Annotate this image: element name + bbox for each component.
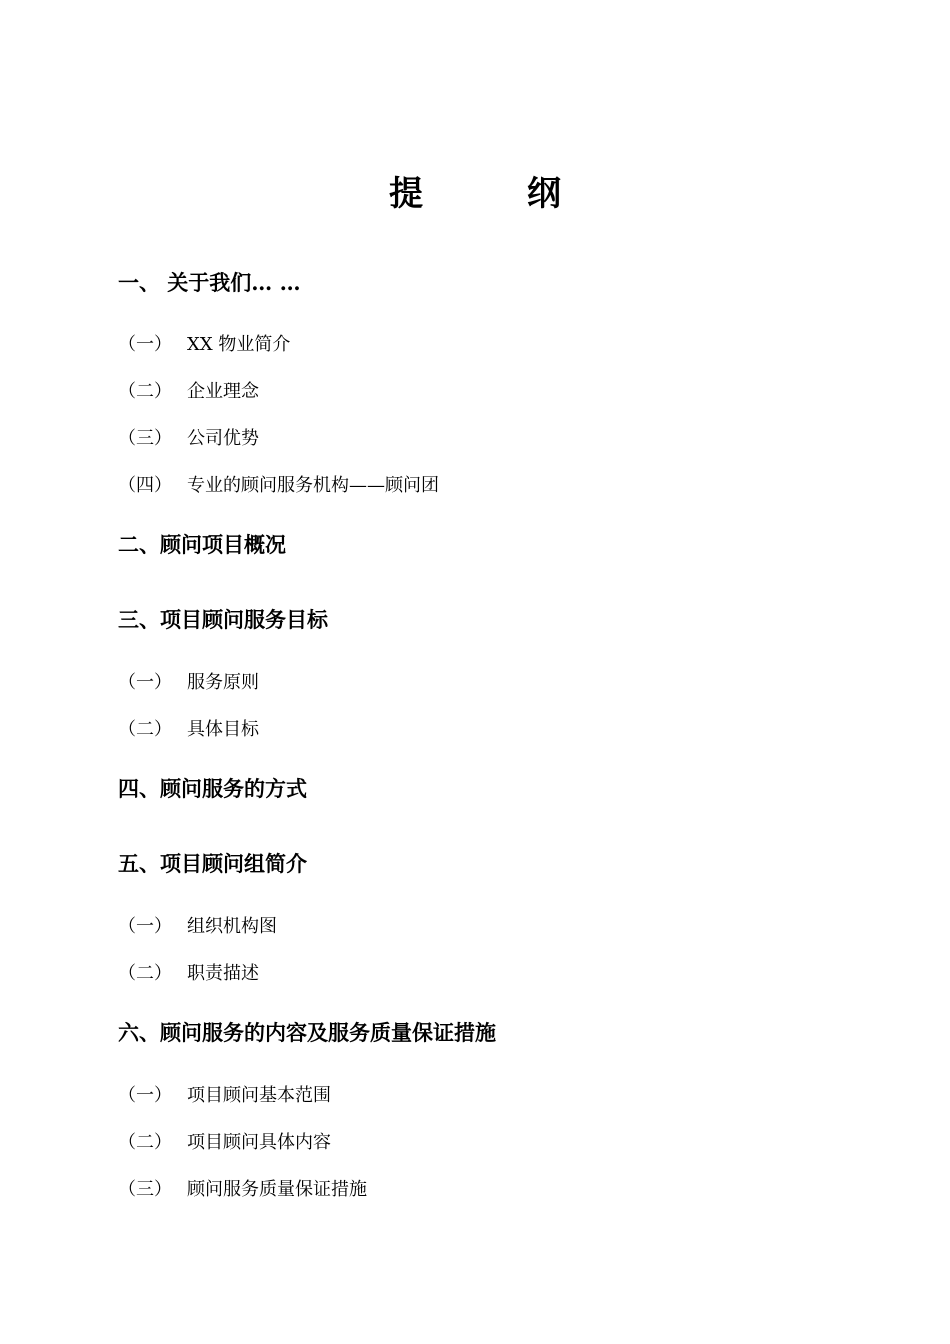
item-text: 项目顾问基本范围 [187,1085,331,1106]
item-text: 项目顾问具体内容 [187,1132,331,1153]
outline-item [118,670,259,696]
outline-item [118,914,277,940]
item-text: 顾问服务质量保证措施 [187,1179,367,1200]
item-text: 服务原则 [187,672,259,693]
item-text: 组织机构图 [187,916,277,937]
outline-item [118,332,290,358]
item-number: （二） [118,1132,172,1153]
document-title [0,168,950,220]
item-text: 企业理念 [187,381,259,402]
section-heading-2: 二、顾问项目概况 [118,532,286,557]
section-heading-1: 一、 关于我们… … [118,270,301,295]
item-number: （三） [118,428,172,449]
item-number: （二） [118,381,172,402]
outline-item [118,961,259,987]
title-char-1: 提 [389,174,423,214]
item-number: （二） [118,719,172,740]
item-number: （四） [118,475,172,496]
outline-item [118,1130,331,1156]
outline-item [118,379,259,405]
title-char-2: 纲 [527,174,561,214]
section-heading-3: 三、项目顾问服务目标 [118,607,328,632]
item-text: 公司优势 [187,428,259,449]
item-number: （三） [118,1179,172,1200]
item-number: （一） [118,1085,172,1106]
item-number: （一） [118,916,172,937]
outline-item [118,473,439,499]
outline-item [118,1177,367,1203]
item-text: 具体目标 [187,719,259,740]
outline-item [118,426,259,452]
section-heading-5: 五、项目顾问组简介 [118,851,307,876]
item-text: 专业的顾问服务机构——顾问团 [187,475,439,496]
section-heading-6: 六、顾问服务的内容及服务质量保证措施 [118,1020,496,1045]
item-text: 职责描述 [187,963,259,984]
item-number: （一） [118,334,172,355]
item-text: XX 物业简介 [187,334,291,355]
outline-item [118,1083,331,1109]
section-heading-4: 四、顾问服务的方式 [118,776,307,801]
item-number: （一） [118,672,172,693]
outline-item [118,717,259,743]
item-number: （二） [118,963,172,984]
